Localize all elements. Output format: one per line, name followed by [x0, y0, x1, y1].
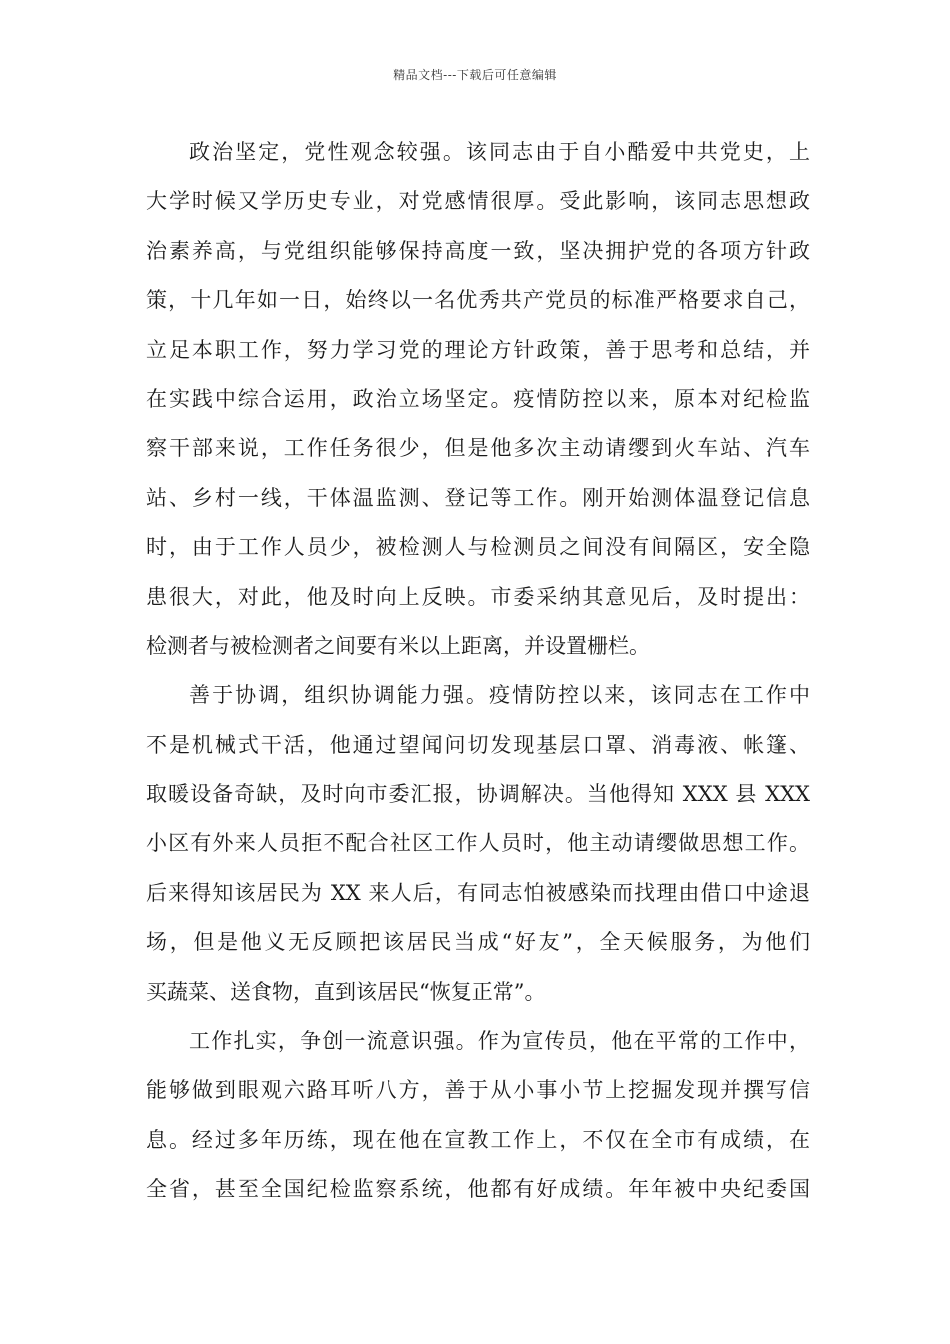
text-line: 检测者与被检测者之间要有米以上距离，并设置栅栏。 [146, 633, 650, 658]
text-line: 能够做到眼观六路耳听八方，善于从小事小节上挖掘发现并撰写信 [146, 1078, 810, 1103]
text-line: 立足本职工作，努力学习党的理论方针政策，善于思考和总结，并 [146, 337, 810, 362]
text-line: 工作扎实，争创一流意识强。作为宣传员，他在平常的工作中， [189, 1029, 810, 1054]
text-line: 策，十几年如一日，始终以一名优秀共产党员的标准严格要求自己， [146, 288, 810, 313]
text-line: 善于协调，组织协调能力强。疫情防控以来，该同志在工作中 [189, 683, 810, 708]
text-line: 时，由于工作人员少，被检测人与检测员之间没有间隔区，安全隐 [146, 535, 810, 560]
paragraph-coordination [146, 671, 810, 1017]
text-line: 察干部来说，工作任务很少，但是他多次主动请缨到火车站、汽车 [146, 436, 810, 461]
text-line: 场，但是他义无反顾把该居民当成“好友”，全天候服务，为他们 [146, 930, 810, 955]
text-line: 取暖设备奇缺，及时向市委汇报，协调解决。当他得知 XXX 县 XXX [146, 782, 810, 807]
text-line: 不是机械式干活，他通过望闻问切发现基层口罩、消毒液、帐篷、 [146, 732, 810, 757]
text-line: 大学时候又学历史专业，对党感情很厚。受此影响，该同志思想政 [146, 189, 810, 214]
document-body [146, 128, 810, 1215]
text-line: 患很大，对此，他及时向上反映。市委采纳其意见后，及时提出： [146, 584, 810, 609]
text-line: 政治坚定，党性观念较强。该同志由于自小酷爱中共党史，上 [189, 140, 810, 164]
text-line: 全省，甚至全国纪检监察系统，他都有好成绩。年年被中央纪委国 [146, 1177, 810, 1202]
paragraph-political [146, 128, 810, 671]
page-header: 精品文档---下载后可任意编辑 [393, 68, 557, 82]
text-line: 小区有外来人员拒不配合社区工作人员时，他主动请缨做思想工作。 [146, 831, 810, 856]
text-line: 在实践中综合运用，政治立场坚定。疫情防控以来，原本对纪检监 [146, 386, 810, 411]
text-line: 后来得知该居民为 XX 来人后，有同志怕被感染而找理由借口中途退 [146, 880, 810, 905]
paragraph-work [146, 1017, 810, 1215]
text-line: 站、乡村一线，干体温监测、登记等工作。刚开始测体温登记信息 [146, 485, 810, 510]
text-line: 买蔬菜、送食物，直到该居民“恢复正常”。 [146, 979, 546, 1004]
text-line: 息。经过多年历练，现在他在宣教工作上，不仅在全市有成绩，在 [146, 1127, 810, 1152]
text-line: 治素养高，与党组织能够保持高度一致，坚决拥护党的各项方针政 [146, 238, 810, 263]
